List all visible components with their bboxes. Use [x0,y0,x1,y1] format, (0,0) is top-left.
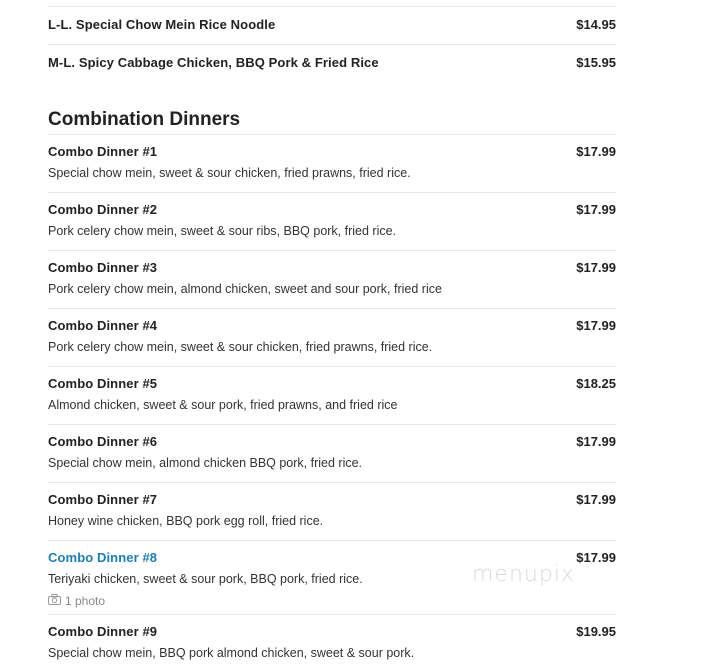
menu-item-price: $15.95 [576,55,616,70]
menu-item-description: Pork celery chow mein, sweet & sour ribs, BBQ pork, fried rice. [48,224,397,238]
section-title: Combination Dinners [48,109,241,130]
menu-item-name: Combo Dinner #4 [48,318,158,333]
menu-item [48,250,616,308]
menu-item-price: $17.99 [576,318,616,333]
menu-item-price: $17.99 [576,144,616,159]
menu-item-price: $14.95 [576,17,616,32]
menu-item-price: $18.25 [576,376,616,391]
menu-item-price: $19.95 [576,624,616,639]
menu-item-name: M-L. Spicy Cabbage Chicken, BBQ Pork & Fried Rice [48,55,379,70]
menu-item-name: Combo Dinner #6 [48,434,158,449]
menu-item-name: L-L. Special Chow Mein Rice Noodle [48,17,276,32]
camera-icon [48,594,61,608]
menu-item-description: Pork celery chow mein, sweet & sour chicken, fried prawns, fried rice. [48,340,433,354]
menu-item [48,192,616,250]
photo-link[interactable] [48,594,105,608]
menu-item [48,134,616,192]
menu-item-description: Special chow mein, BBQ pork almond chicken, sweet & sour pork. [48,646,415,660]
menu-item-description: Pork celery chow mein, almond chicken, sweet and sour pork, fried rice [48,282,442,296]
menu-item-name: Combo Dinner #7 [48,492,158,507]
menu-item [48,366,616,424]
menu-item-name: Combo Dinner #2 [48,202,158,217]
menu-item-price: $17.99 [576,550,616,565]
menu-item-name: Combo Dinner #1 [48,144,158,159]
menu-item-price: $17.99 [576,260,616,275]
menu-item [48,308,616,366]
menu-item [48,6,616,44]
menupix-watermark: menupix [472,562,575,587]
menu-item-name: Combo Dinner #5 [48,376,158,391]
menu-item-name: Combo Dinner #3 [48,260,158,275]
menu-item [48,424,616,482]
menu-item-price: $17.99 [576,202,616,217]
menu-item-price: $17.99 [576,492,616,507]
menu-item-description: Honey wine chicken, BBQ pork egg roll, fried rice. [48,514,324,528]
menu-item-description: Almond chicken, sweet & sour pork, fried prawns, and fried rice [48,398,398,412]
menu-item-name: Combo Dinner #9 [48,624,158,639]
menu-item-price: $17.99 [576,434,616,449]
menu-item [48,614,616,672]
photo-count-label: 1 photo [65,594,106,608]
menu-item-description: Special chow mein, sweet & sour chicken, fried prawns, fried rice. [48,166,411,180]
menu-item [48,482,616,540]
menu-item [48,44,616,82]
menu-item-description: Teriyaki chicken, sweet & sour pork, BBQ pork, fried rice. [48,572,363,586]
menu-item-description: Special chow mein, almond chicken BBQ pork, fried rice. [48,456,363,470]
menu-item-name-link[interactable]: Combo Dinner #8 [48,550,158,565]
